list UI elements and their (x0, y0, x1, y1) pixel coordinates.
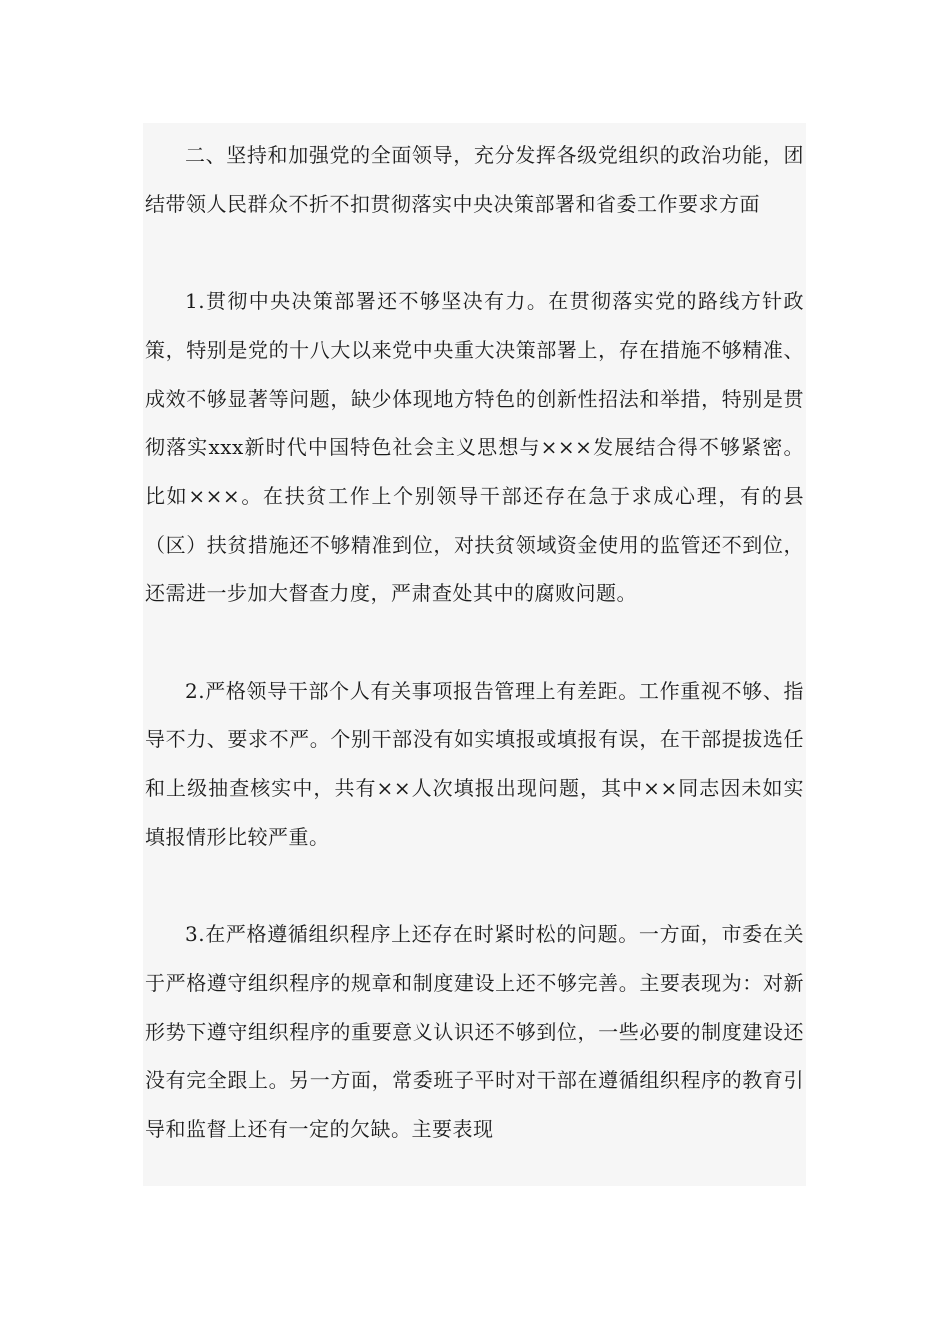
paragraph-gap (143, 618, 806, 667)
paragraph-2: 2.严格领导干部个人有关事项报告管理上有差距。工作重视不够、指导不力、要求不严。个别干部没有如实填报或填报有误，在干部提拔选任和上级抽查核实中，共有××人次填报出现问题，其中××同志因未如实填报情形比较严重。 (145, 678, 804, 849)
paragraph-3: 3.在严格遵循组织程序上还存在时紧时松的问题。一方面，市委在关于严格遵守组织程序的规章和制度建设上还不够完善。主要表现为：对新形势下遵守组织程序的重要意义认识还不够到位，一些必要的制度建设还没有完全跟上。另一方面，常委班子平时对干部在遵循组织程序的教育引导和监督上还有一定的欠缺。主要表现 (145, 922, 804, 1142)
section-heading: 二、坚持和加强党的全面领导，充分发挥各级党组织的政治功能，团结带领人民群众不折不扣贯彻落实中央决策部署和省委工作要求方面 (145, 143, 804, 216)
paragraph-gap (143, 228, 806, 277)
document-content (143, 123, 806, 1186)
paragraph-1: 1.贯彻中央决策部署还不够坚决有力。在贯彻落实党的路线方针政策，特别是党的十八大以来党中央重大决策部署上，存在措施不够精准、成效不够显著等问题，缺少体现地方特色的创新性招法和举措，特别是贯彻落实xxx新时代中国特色社会主义思想与×××发展结合得不够紧密。比如×××。在扶贫工作上个别领导干部还存在急于求成心理，有的县（区）扶贫措施还不够精准到位，对扶贫领域资金使用的监管还不到位，还需进一步加大督查力度，严肃查处其中的腐败问题。 (145, 289, 804, 606)
paragraph-gap (143, 862, 806, 911)
